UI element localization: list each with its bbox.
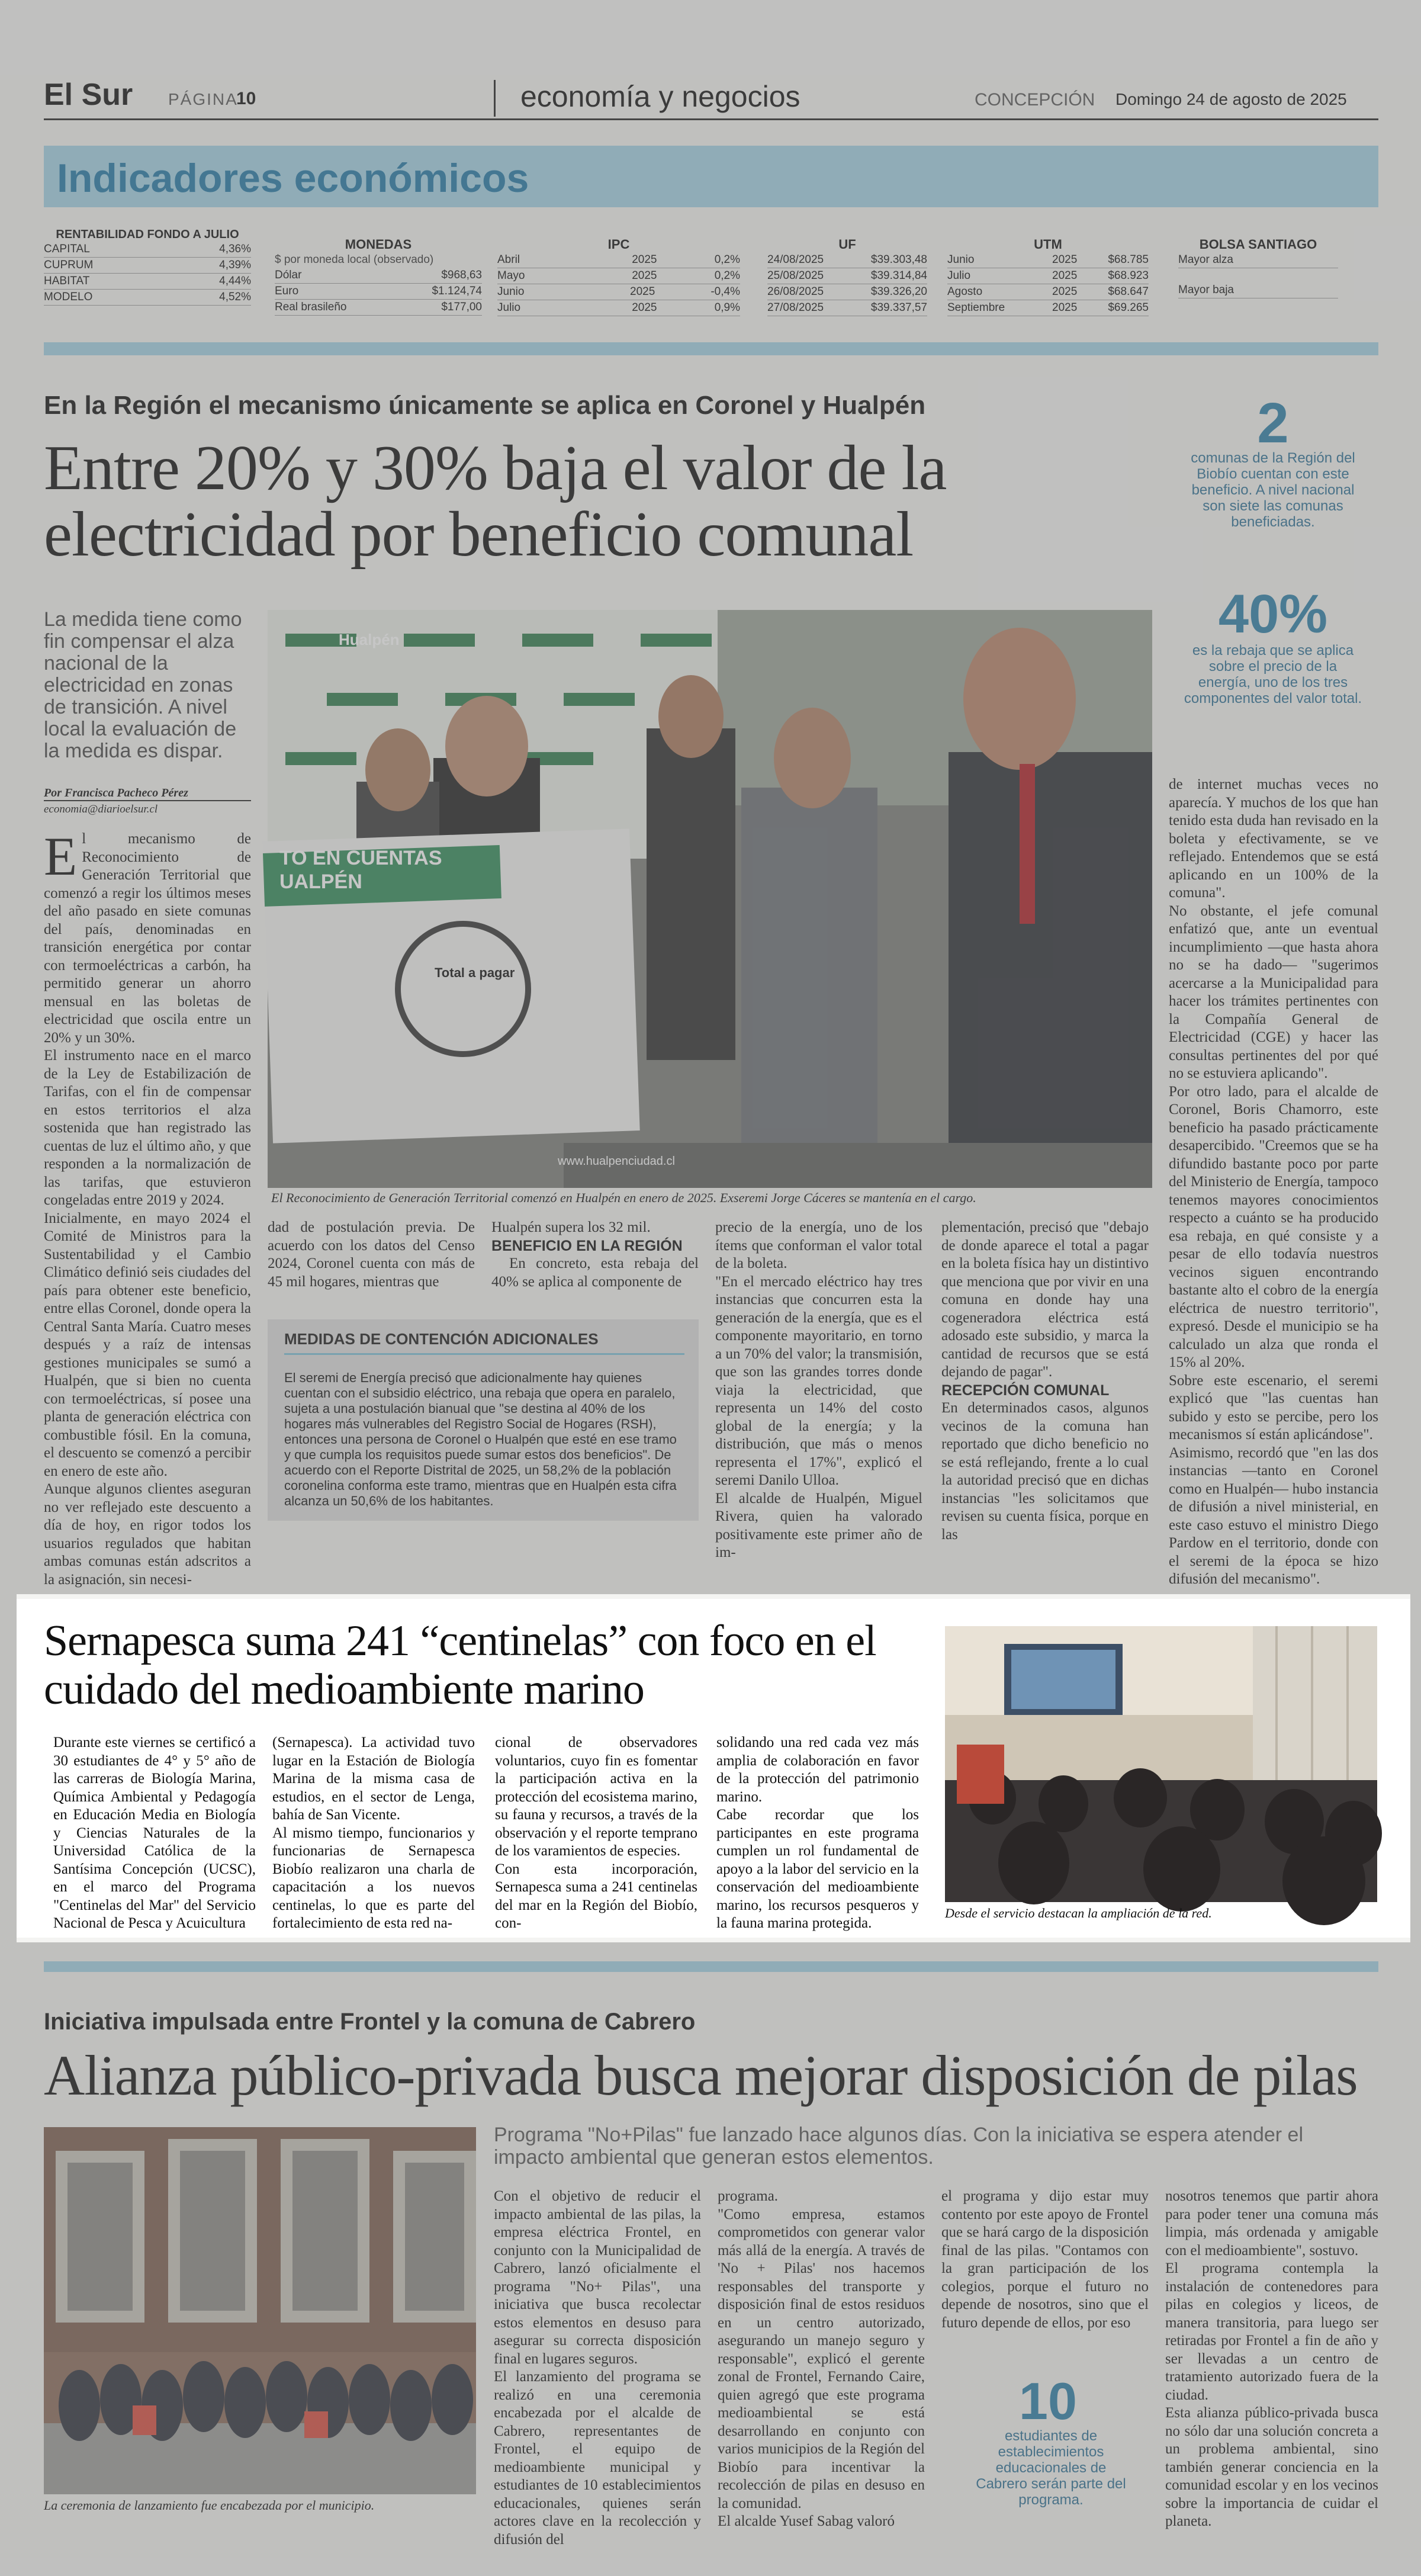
article1-col5b-body: En determinados casos, algunos vecinos de la comuna han reportado que dicho beneficio no se está reflejando, frente a lo cual la autoridad precisó que en dichas instancias "les solicitamos que revisen su cuenta física, porque en las (941, 1400, 1149, 1543)
article3-kicker: Iniciativa impulsada entre Frontel y la comuna de Cabrero (44, 2009, 696, 2035)
article2-col3: cional de observadores voluntarios, cuyo fin es fomentar la participación activa en la protección del ecosistema marino, su fauna y recursos, a través de la observación y el reporte temprano de los varamientos de especies. Con esta incorporación, Sernapesca suma a 241 centinelas del mar en la Región del Biobío, con- (495, 1735, 697, 1931)
table-row: 24/08/2025 $39.303,48 (767, 252, 927, 268)
table-row: Real brasileño $177,00 (275, 300, 482, 316)
article2-col4: solidando una red cada vez más amplia de colaboración en favor de la protección del patrimonio marino. Cabe recordar que los participantes en este programa cumplen un rol fundamental de apoyo a la labor del servicio en la conservación del medioambiente marino, los recursos pesqueros y la fauna marina protegida. (716, 1735, 919, 1931)
bill-text-1: TO EN CUENTAS (279, 847, 442, 869)
section-title: economía y negocios (520, 80, 800, 113)
table-row: Junio 2025 $68.785 (947, 252, 1149, 268)
table-row: CUPRUM 4,39% (44, 258, 251, 274)
article1-col4-body: precio de la energía, uno de los ítems que conforman el valor total de la boleta. "En el mercado eléctrico hay tres instancias que concurren esta la generación de la energía, que es el componente mayoritario, en torno a un 70% del valor; la transmisión, que son las grandes torres donde viaja la electricidad, que representa un 14% del costo global de la energía; y la distribución, que más o menos representa el 17%", explicó el seremi Danilo Ulloa. El alcalde de Hualpén, Miguel Rivera, quien ha valorado positivamente este primer año de im- (715, 1219, 922, 1560)
dim-overlay-left (0, 1594, 17, 1942)
monedas-title: MONEDAS (345, 237, 412, 252)
ipc-title: IPC (607, 237, 630, 252)
article1-byline: Por Francisca Pacheco Pérez (44, 786, 251, 801)
utm-table (947, 237, 1149, 316)
article1-col3b: En concreto, esta rebaja del 40% se aplica al componente de (491, 1255, 699, 1290)
table-row: Mayo 2025 0,2% (497, 268, 740, 284)
stat-text-10: estudiantes de establecimientos educacionales de Cabrero serán parte del programa. (976, 2428, 1126, 2508)
header-rule (44, 118, 1378, 120)
bill-total: Total a pagar (435, 965, 515, 980)
table-row: Euro $1.124,74 (275, 284, 482, 300)
ceremony-photo-svg (268, 610, 1152, 1188)
article1-subhead-beneficio: BENEFICIO EN LA REGIÓN (491, 1237, 683, 1254)
article1-col1 (44, 826, 251, 1588)
article1-title: Entre 20% y 30% baja el valor de la electricidad por beneficio comunal (44, 433, 947, 570)
article1-subhead-recepcion: RECEPCIÓN COMUNAL (941, 1382, 1110, 1399)
table-row: CAPITAL 4,36% (44, 242, 251, 258)
article1-col4-text (715, 1219, 922, 1560)
stat-number-40: 40% (1218, 584, 1328, 644)
table-row: Julio 2025 $68.923 (947, 268, 1149, 284)
article1-col5-body: plementación, precisó que "debajo de donde aparece el total a pagar en la boleta física hay un distintivo que menciona que por vivir en una comuna en donde hay una cogeneradora eléctrica está adosado este subsidio, y marca la cantidad de recursos que se está dejando de pagar". (941, 1219, 1149, 1380)
dropcap: E (44, 826, 78, 886)
table-row: MODELO 4,52% (44, 290, 251, 306)
article3-col1: Con el objetivo de reducir el impacto ambiental de las pilas, la empresa eléctrica Frontel, en conjunto con la Municipalidad de Cabrero, lanzó oficialmente el programa "No+ Pilas", una iniciativa que busca recolectar estos elementos en desuso para asegurar su correcta disposición final en lugares seguros. El lanzamiento del programa se realizó en una ceremonia encabezada por el alcalde de Cabrero, representantes de Frontel, el equipo de medioambiente municipal y estudiantes de 10 establecimientos educacionales, quienes serán actores clave en la recolección y difusión del (494, 2188, 701, 2548)
article3-col3: el programa y dijo estar muy contento por este apoyo de Frontel que se hará cargo de la disposición final de las pilas. "Contamos con la gran participación de los colegios, porque el futuro no depende de nosotros, sino que el futuro depende de ellos, por eso (941, 2188, 1149, 2331)
article3-lead: Programa "No+Pilas" fue lanzado hace algunos días. Con la iniciativa se espera atender el impacto ambiental que generan estos elementos. (494, 2124, 1304, 2169)
table-row: Dólar $968,63 (275, 268, 482, 284)
article1-col6: de internet muchas veces no aparecía. Y muchos de los que han tenido esta duda han revisado en la boleta y efectivamente, se ve reflejado. Entendemos que se está aplicando en un 100% de la comuna". No obstante, el jefe comunal enfatizó que, ante un eventual incumplimiento —que hasta ahora no se ha dado— "sugerimos acercarse a la Municipalidad para hacer los trámites pertinentes con la Compañía General de Electricidad (CGE) y hacer las consultas pertinentes del por qué no se estuviera aplicando". Por otro lado, para el alcalde de Coronel, Boris Chamorro, este beneficio ha pasado prácticamente desapercibido. "Creemos que se ha difundido bastante poco por parte del Ministerio de Energía, tampoco tenemos mayores conocimientos respecto a cuánto se ha producido esa rebaja, en qué consiste y a pesar de ello todavía nuestros vecinos siguen encontrando bastante alto el cobro de la energía eléctrica de nuestro territorio", expresó. Desde el municipio se ha calculado un alza que ronda el 15% al 20%. Sobre este escenario, el seremi explicó que "las cuentas han subido y esto se percibe, pero los mecanismos sí están aplicándose". Asimismo, recordó que "en las dos instancias —tanto en Coronel como en Hualpén— hubo instancia de difusión a nivel ministerial, en este caso estuvo el ministro Diego Pardow en el territorio, donde con el seremi de la época se hizo difusión del mecanismo". (1169, 776, 1378, 1587)
monedas-subtitle: $ por moneda local (observado) (275, 253, 434, 266)
contention-box-text: El seremi de Energía precisó que adicionalmente hay quienes cuentan con el subsidio eléctrico, una rebaja que opera en paralelo, sujeta a una postulación bianual que "se destina al 40% de los hogares más vulnerables del Registro Social de Hogares (RSH), entonces una persona de Coronel o Hualpén que esté en ese tramo y que cumpla los requisitos puede sumar estos dos beneficios". De acuerdo con el Reporte Distrital de 2025, un 58,2% de la población coronelina conforma este tramo, mientras que en Hualpén esta cifra alcanza un 50,6% de los habitantes. (284, 1370, 677, 1508)
article1-lead: La medida tiene como fin compensar el alza nacional de la electricidad en zonas de transición. A nivel local la evaluación de la medida es dispar. (44, 608, 242, 762)
page-number: 10 (236, 89, 256, 108)
article1-col5-text (941, 1219, 1149, 1543)
article1-col3a: Hualpén supera los 32 mil. (491, 1219, 651, 1235)
date-label: Domingo 24 de agosto de 2025 (1115, 90, 1347, 108)
classroom-photo-svg (945, 1626, 1377, 1902)
article1-email: economia@diarioelsur.cl (44, 803, 158, 815)
monedas-table (275, 237, 482, 316)
table-row: Septiembre 2025 $69.265 (947, 300, 1149, 316)
article2-title: Sernapesca suma 241 “centinelas” con foco en el cuidado del medioambiente marino (44, 1617, 876, 1714)
article1-kicker: En la Región el mecanismo únicamente se aplica en Coronel y Hualpén (44, 391, 926, 420)
table-row: Agosto 2025 $68.647 (947, 284, 1149, 300)
article3-col4: nosotros tenemos que partir ahora para poder tener una comuna más limpia, más ordenada y amigable con el medioambiente", sostuvo. El programa contempla la instalación de contenedores para pilas en colegios y liceos, de manera transitoria, para luego ser retiradas por Frontel a fin de año y ser llevadas a un centro de tratamiento autorizado fuera de la ciudad. Esta alianza público-privada busca no sólo dar una solución concreta a un problema ambiental, sino también generar conciencia en la comunidad escolar y en los vecinos sobre la importancia de cuidar el planeta. (1165, 2188, 1378, 2529)
bolsa-table (1178, 237, 1338, 298)
bolsa-baja: Mayor baja (1178, 282, 1338, 298)
article2-photo-caption: Desde el servicio destacan la ampliación de la red. (945, 1906, 1212, 1920)
fondo-table (44, 227, 251, 306)
article3-top-bar (44, 1961, 1378, 1972)
bolsa-alza: Mayor alza (1178, 252, 1338, 268)
indicators-title: Indicadores económicos (57, 156, 529, 201)
article3-title: Alianza público-privada busca mejorar disposición de pilas (44, 2044, 1358, 2107)
uf-table (767, 237, 927, 316)
utm-title: UTM (1034, 237, 1062, 252)
table-row: 25/08/2025 $39.314,84 (767, 268, 927, 284)
stat-text-2: comunas de la Región del Biobío cuentan con este beneficio. A nivel nacional son siete las comunas beneficiadas. (1191, 450, 1355, 530)
article2-col2: (Sernapesca). La actividad tuvo lugar en la Estación de Biología Marina de la misma casa de estudios, en el sector de Lenga, bahía de San Vicente. Al mismo tiempo, funcionarios y funcionarias de Sernapesca Biobío realizaron una charla de capacitación a los nuevos centinelas, lo que es parte del fortalecimiento de esta red na- (272, 1735, 475, 1931)
photo-banner-text: Hualpén (339, 631, 400, 648)
table-row: Julio 2025 0,9% (497, 300, 740, 316)
bill-url: www.hualpenciudad.cl (558, 1155, 675, 1168)
paper-name: El Sur (44, 78, 133, 112)
bolsa-title: BOLSA SANTIAGO (1199, 237, 1317, 252)
article1-photo-caption: El Reconocimiento de Generación Territorial comenzó en Hualpén en enero de 2025. Exseremi Jorge Cáceres se mantenía en el cargo. (271, 1190, 976, 1205)
article1-col1-text: l mecanismo de Reconocimiento de Generación Territorial que comenzó a regir los últimos meses del año pasado en siete comunas del país, denominadas en transición energética por contar con termoeléctricas a carbón, ha permitido generar un ahorro mensual en las boletas de electricidad que oscila entre un 20% y un 30%. El instrumento nace en el marco de la Ley de Estabilización de Tarifas, con el fin de compensar en estos territorios el alza sostenida que han registrado las cuentas de luz el último año, y que responden a la normalización de las tarifas, que estuvieron congeladas entre 2019 y 2024. Inicialmente, en mayo 2024 el Comité de Ministros para la Sustentabilidad y el Cambio Climático definió seis ciudades del país para obtener este beneficio, entre ellas Coronel, donde opera la Central Santa María. Cuatro meses después y a raíz de intensas gestiones municipales se sumó a Hualpén, que si bien no cuenta con termoeléctricas, sí posee una planta de generación eléctrica con combustible fósil. En la comuna, el descuento se comenzó a percibir en enero de este año. Aunque algunos clientes aseguran no ver reflejado este descuento a día de hoy, en rigor todos los usuarios regulados que habitan ambas comunas están adscritos a la asignación, sin necesi- (44, 831, 251, 1588)
city-label: CONCEPCIÓN (975, 90, 1095, 110)
article2-photo (945, 1626, 1377, 1902)
bill-text-2: UALPÉN (279, 871, 362, 893)
table-row: Junio 2025 -0,4% (497, 284, 740, 300)
table-row: 27/08/2025 $39.337,57 (767, 300, 927, 316)
group-photo-svg (44, 2127, 476, 2494)
table-row: 26/08/2025 $39.326,20 (767, 284, 927, 300)
article2-col1: Durante este viernes se certificó a 30 estudiantes de 4° y 5° año de las carreras de Biología Marina, Química Ambiental y Pedagogía en Educación Media en Biología y Ciencias Naturales de la Universidad Católica de la Santísima Concepción (UCSC), en el marco del Programa "Centinelas del Mar" del Servicio Nacional de Pesca y Acuicultura (53, 1735, 256, 1931)
table-row: HABITAT 4,44% (44, 274, 251, 290)
indicators-banner (44, 146, 1378, 207)
contention-box (268, 1319, 699, 1521)
article1-col3 (491, 1219, 699, 1291)
article3-photo-caption: La ceremonia de lanzamiento fue encabezada por el municipio. (44, 2498, 375, 2513)
stat-number-2: 2 (1257, 391, 1289, 455)
article3-photo (44, 2127, 476, 2494)
masthead (44, 77, 1378, 120)
stat-text-40: es la rebaja que se aplica sobre el precio de la energía, uno de los tres componentes del valor total. (1184, 643, 1362, 706)
ipc-table (497, 237, 740, 316)
header-divider (494, 80, 496, 117)
contention-box-title: MEDIDAS DE CONTENCIÓN ADICIONALES (284, 1330, 684, 1355)
article1-photo (268, 610, 1152, 1188)
indicators-bottom-bar (44, 342, 1378, 355)
uf-title: UF (838, 237, 856, 252)
article1-col2: dad de postulación previa. De acuerdo con los datos del Censo 2024, Coronel cuenta con más de 45 mil hogares, mientras que (268, 1219, 475, 1290)
stat-number-10: 10 (1019, 2372, 1077, 2430)
page-label: PÁGINA (168, 90, 238, 108)
article3-col2: programa. "Como empresa, estamos comprometidos con generar valor más allá de la energía. A través de 'No + Pilas' nos hacemos responsables del transporte y disposición final de estos residuos en un centro autorizado, asegurando un manejo seguro y responsable", explicó el gerente zonal de Frontel, Fernando Caire, quien agregó que este programa medioambiental se está desarrollando en conjunto con varios municipios de la Región del Biobío para incentivar la recolección de pilas en desuso en la comunidad. El alcalde Yusef Sabag valoró (718, 2188, 925, 2529)
table-row: Abril 2025 0,2% (497, 252, 740, 268)
dim-overlay-right (1410, 1594, 1421, 1942)
fondo-title: RENTABILIDAD FONDO A JULIO (56, 228, 239, 241)
